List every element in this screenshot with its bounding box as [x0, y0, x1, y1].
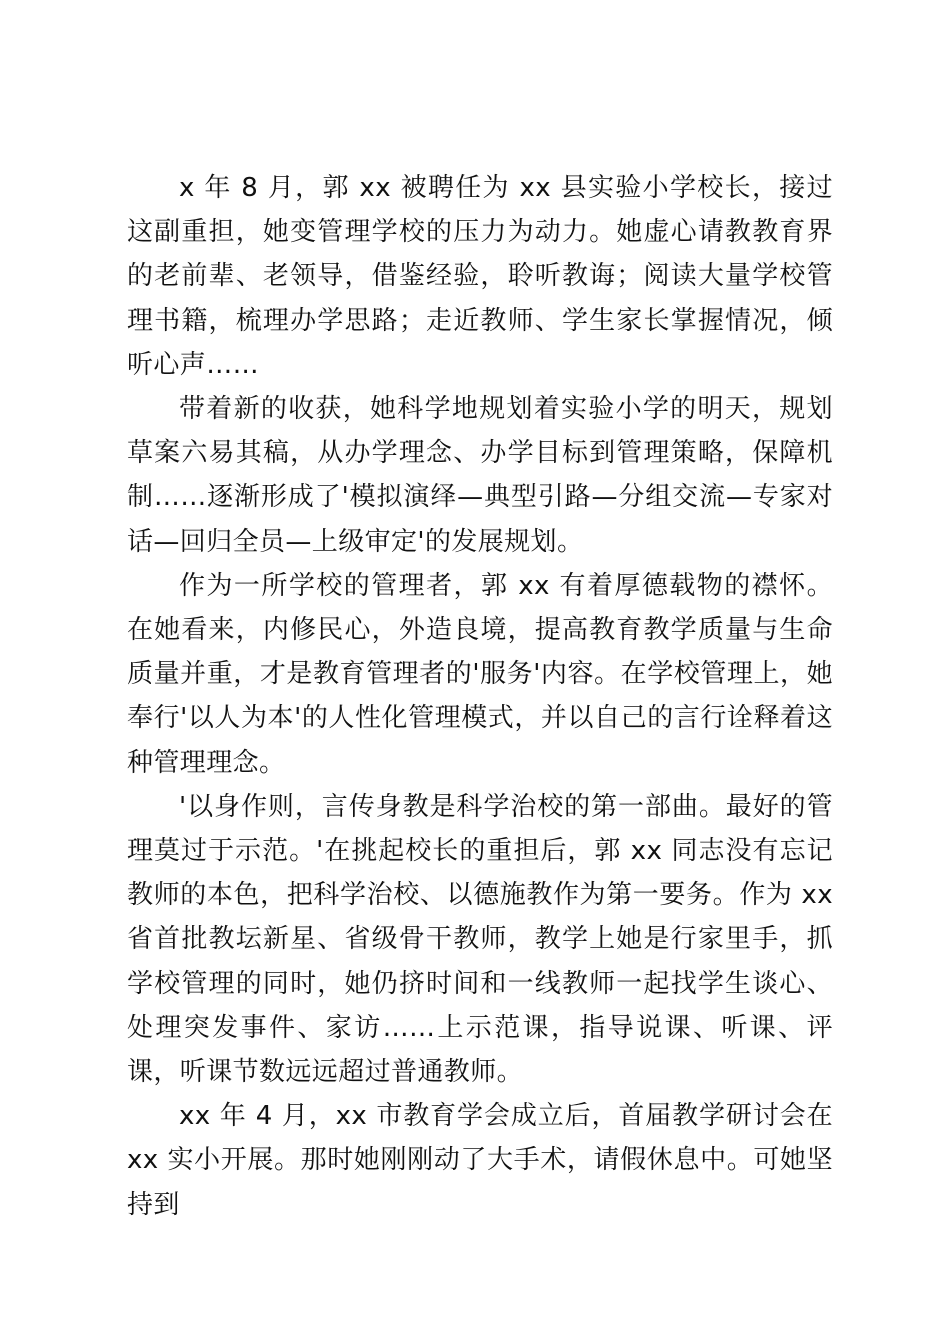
- paragraph-planning: 带着新的收获，她科学地规划着实验小学的明天，规划草案六易其稿，从办学理念、办学目标到管理策略，保障机制……逐渐形成了'模拟演绎—典型引路—分组交流—专家对话—回归全员—上级审定'的发展规划。: [127, 394, 833, 557]
- paragraph-leading-by-example: '以身作则，言传身教是科学治校的第一部曲。最好的管理莫过于示范。'在挑起校长的重担后，郭 xx 同志没有忘记教师的本色，把科学治校、以德施教作为第一要务。作为 xx 省首批教坛新星、省级骨干教师，教学上她是行家里手，抓学校管理的同时，她仍挤时间和一线教师一起找学生谈心、处理突发事件、家访……上示范课，指导说课、听课、评课，听课节数远远超过普通教师。: [127, 791, 833, 1088]
- document-body: [127, 166, 833, 1227]
- paragraph-seminar: xx 年 4 月，xx 市教育学会成立后，首届教学研讨会在 xx 实小开展。那时她刚刚动了大手术，请假休息中。可她坚持到: [127, 1101, 833, 1220]
- paragraph-management-philosophy: 作为一所学校的管理者，郭 xx 有着厚德载物的襟怀。在她看来，内修民心，外造良境，提高教育教学质量与生命质量并重，才是教育管理者的'服务'内容。在学校管理上，她奉行'以人为本'的人性化管理模式，并以自己的言行诠释着这种管理理念。: [127, 570, 833, 778]
- paragraph-appointment: x 年 8 月，郭 xx 被聘任为 xx 县实验小学校长，接过这副重担，她变管理学校的压力为动力。她虚心请教教育界的老前辈、老领导，借鉴经验，聆听教诲；阅读大量学校管理书籍，梳理办学思路；走近教师、学生家长掌握情况，倾听心声……: [127, 173, 833, 380]
